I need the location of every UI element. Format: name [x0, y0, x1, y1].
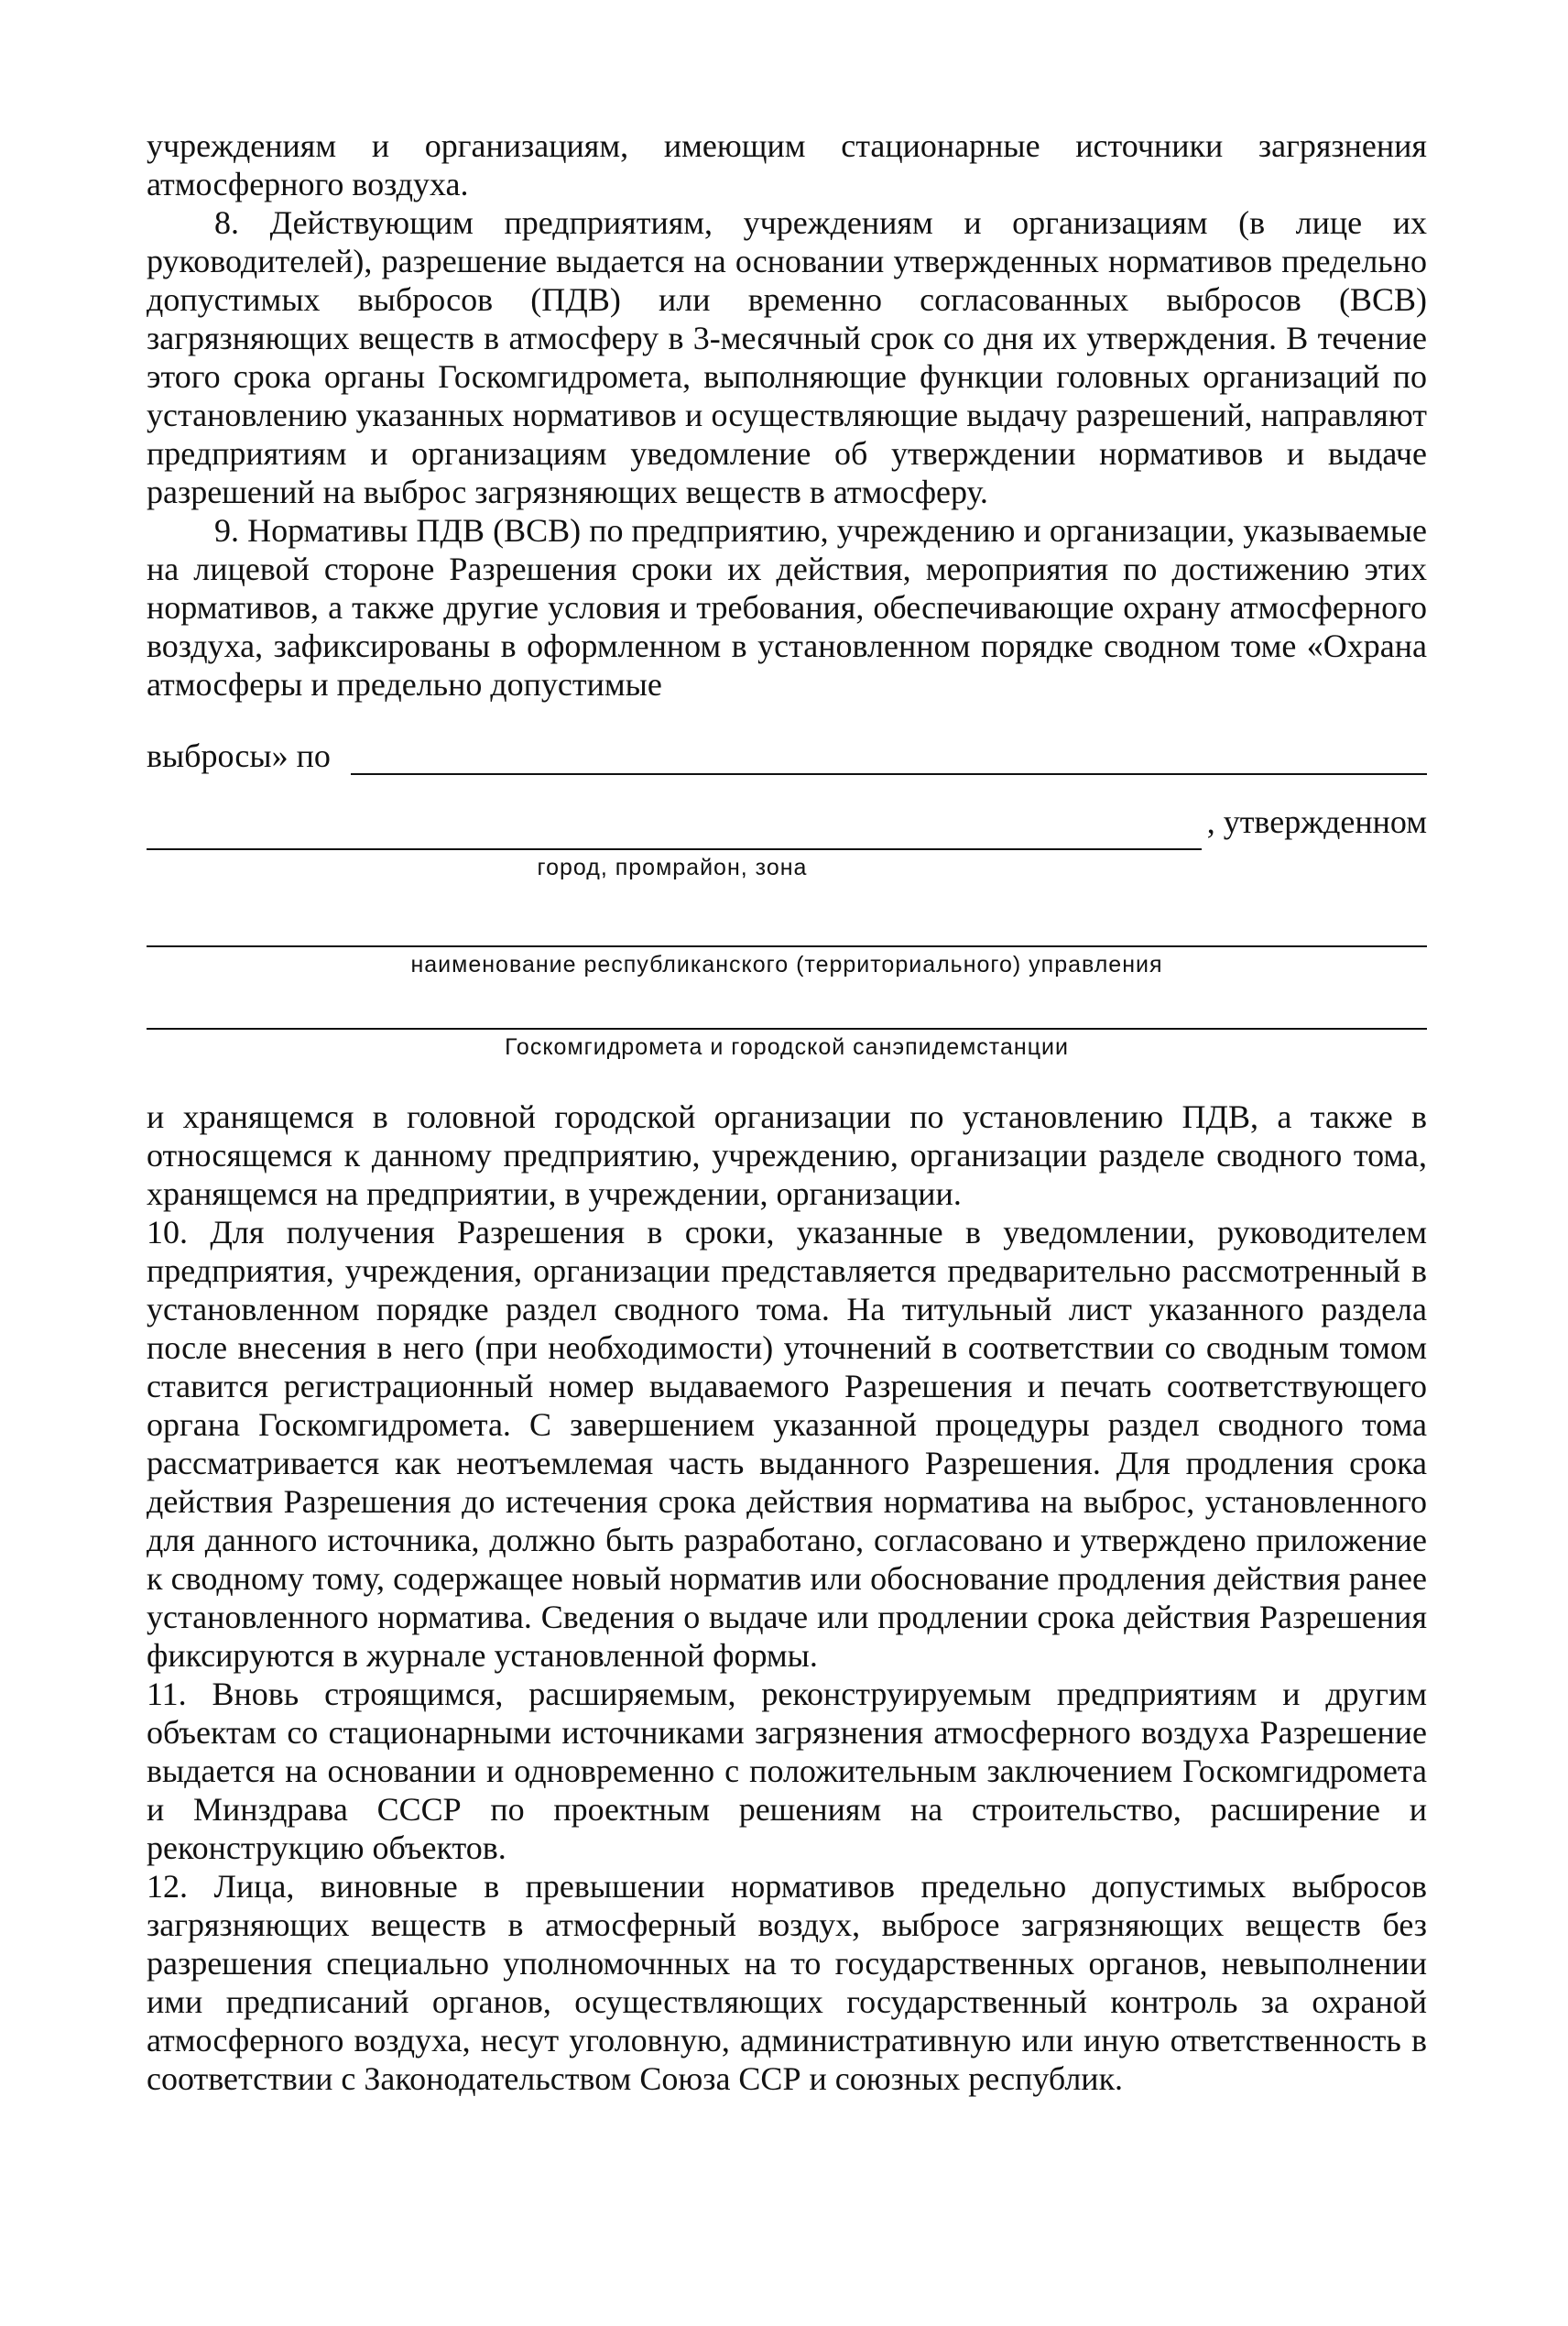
caption-goskom: Госкомгидромета и городской санэпидемстанции [505, 1034, 1069, 1060]
goskom-fill-block [147, 1019, 1427, 1061]
admin-fill-block [147, 936, 1427, 978]
document-page [147, 126, 1427, 2098]
city-fill-row [147, 803, 1427, 850]
paragraph-9-continuation: и хранящемся в головной городской организации по установлению ПДВ, а также в относящемся к данному предприятию, учреждению, организации разделе сводного тома, хранящемся на предприятии, в учреждении, организации. [147, 1098, 1427, 1212]
intro-paragraph: учреждениям и организациям, имеющим стационарные источники загрязнения атмосферного воздуха. [147, 127, 1427, 202]
paragraph-11: 11. Вновь строящимся, расширяемым, реконструируемым предприятиям и другим объектам со стационарными источниками загрязнения атмосферного воздуха Разрешение выдается на основании и одновременно с положительным заключением Госкомгидромета и Минздрава СССР по проектным решениям на строительство, расширение и реконструкцию объектов. [147, 1676, 1427, 1866]
paragraph-10: 10. Для получения Разрешения в сроки, указанные в уведомлении, руководителем предприятия, учреждения, организации представляется предварительно рассмотренный в установленном порядке раздел сводного тома. На титульный лист указанного раздела после внесения в него (при необходимости) уточнений в соответствии со сводным томом ставится регистрационный номер выдаваемого Разрешения и печать соответствующего органа Госкомгидромета. С завершением указанной процедуры раздел сводного тома рассматривается как неотъемлемая часть выданного Разрешения. Для продления срока действия Разрешения до истечения срока действия норматива на выброс, установленного для данного источника, должно быть разработано, согласовано и утверждено приложение к сводному тому, содержащее новый норматив или обоснование продления действия ранее установленного норматива. Сведения о выдаче или продлении срока действия Разрешения фиксируются в журнале установленной формы. [147, 1214, 1427, 1674]
fill-blank-emissions [351, 749, 1427, 775]
fill-line-emissions [147, 737, 1427, 775]
paragraph-9: 9. Нормативы ПДВ (ВСВ) по предприятию, учреждению и организации, указываемые на лицевой стороне Разрешения сроки их действия, мероприятия по достижению этих нормативов, а также другие условия и требования, обеспечивающие охрану атмосферного воздуха, зафиксированы в оформленном в установленном порядке сводном томе «Охрана атмосферы и предельно допустимые [147, 512, 1427, 703]
city-line-wrap [147, 839, 1202, 850]
city-fill-block [147, 803, 1427, 881]
paragraph-12: 12. Лица, виновные в превышении нормативов предельно допустимых выбросов загрязняющих веществ в атмосферный воздух, выбросе загрязняющих веществ без разрешения специально уполномочнных на то государственных органов, невыполнении ими предписаний органов, осуществляющих государственный контроль за охраной атмосферного воздуха, несут уголовную, административную или иную ответственность в соответствии с Законодательством Союза ССР и союзных республик. [147, 1868, 1427, 2097]
body-after-captions [147, 1097, 1427, 2098]
fill-label-emissions: выбросы» по [147, 737, 331, 774]
approved-label: , утвержденном [1206, 803, 1427, 840]
paragraph-8: 8. Действующим предприятиям, учреждениям и организациям (в лице их руководителей), разрешение выдается на основании утвержденных нормативов предельно допустимых выбросов (ПДВ) или временно согласованных выбросов (ВСВ) загрязняющих веществ в атмосферу в 3-месячный срок со дня их утверждения. В течение этого срока органы Госкомгидромета, выполняющие функции головных организаций по установлению указанных нормативов и осуществляющие выдачу разрешений, направляют предприятиям и организациям уведомление об утверждении нормативов и выдаче разрешений на выброс загрязняющих веществ в атмосферу. [147, 204, 1427, 510]
caption-city: город, промрайон, зона [537, 855, 808, 880]
admin-fill-line [147, 936, 1427, 947]
goskom-fill-line [147, 1019, 1427, 1030]
caption-admin: наименование республиканского (территориального) управления [410, 952, 1163, 977]
city-fill-line [147, 839, 1202, 850]
